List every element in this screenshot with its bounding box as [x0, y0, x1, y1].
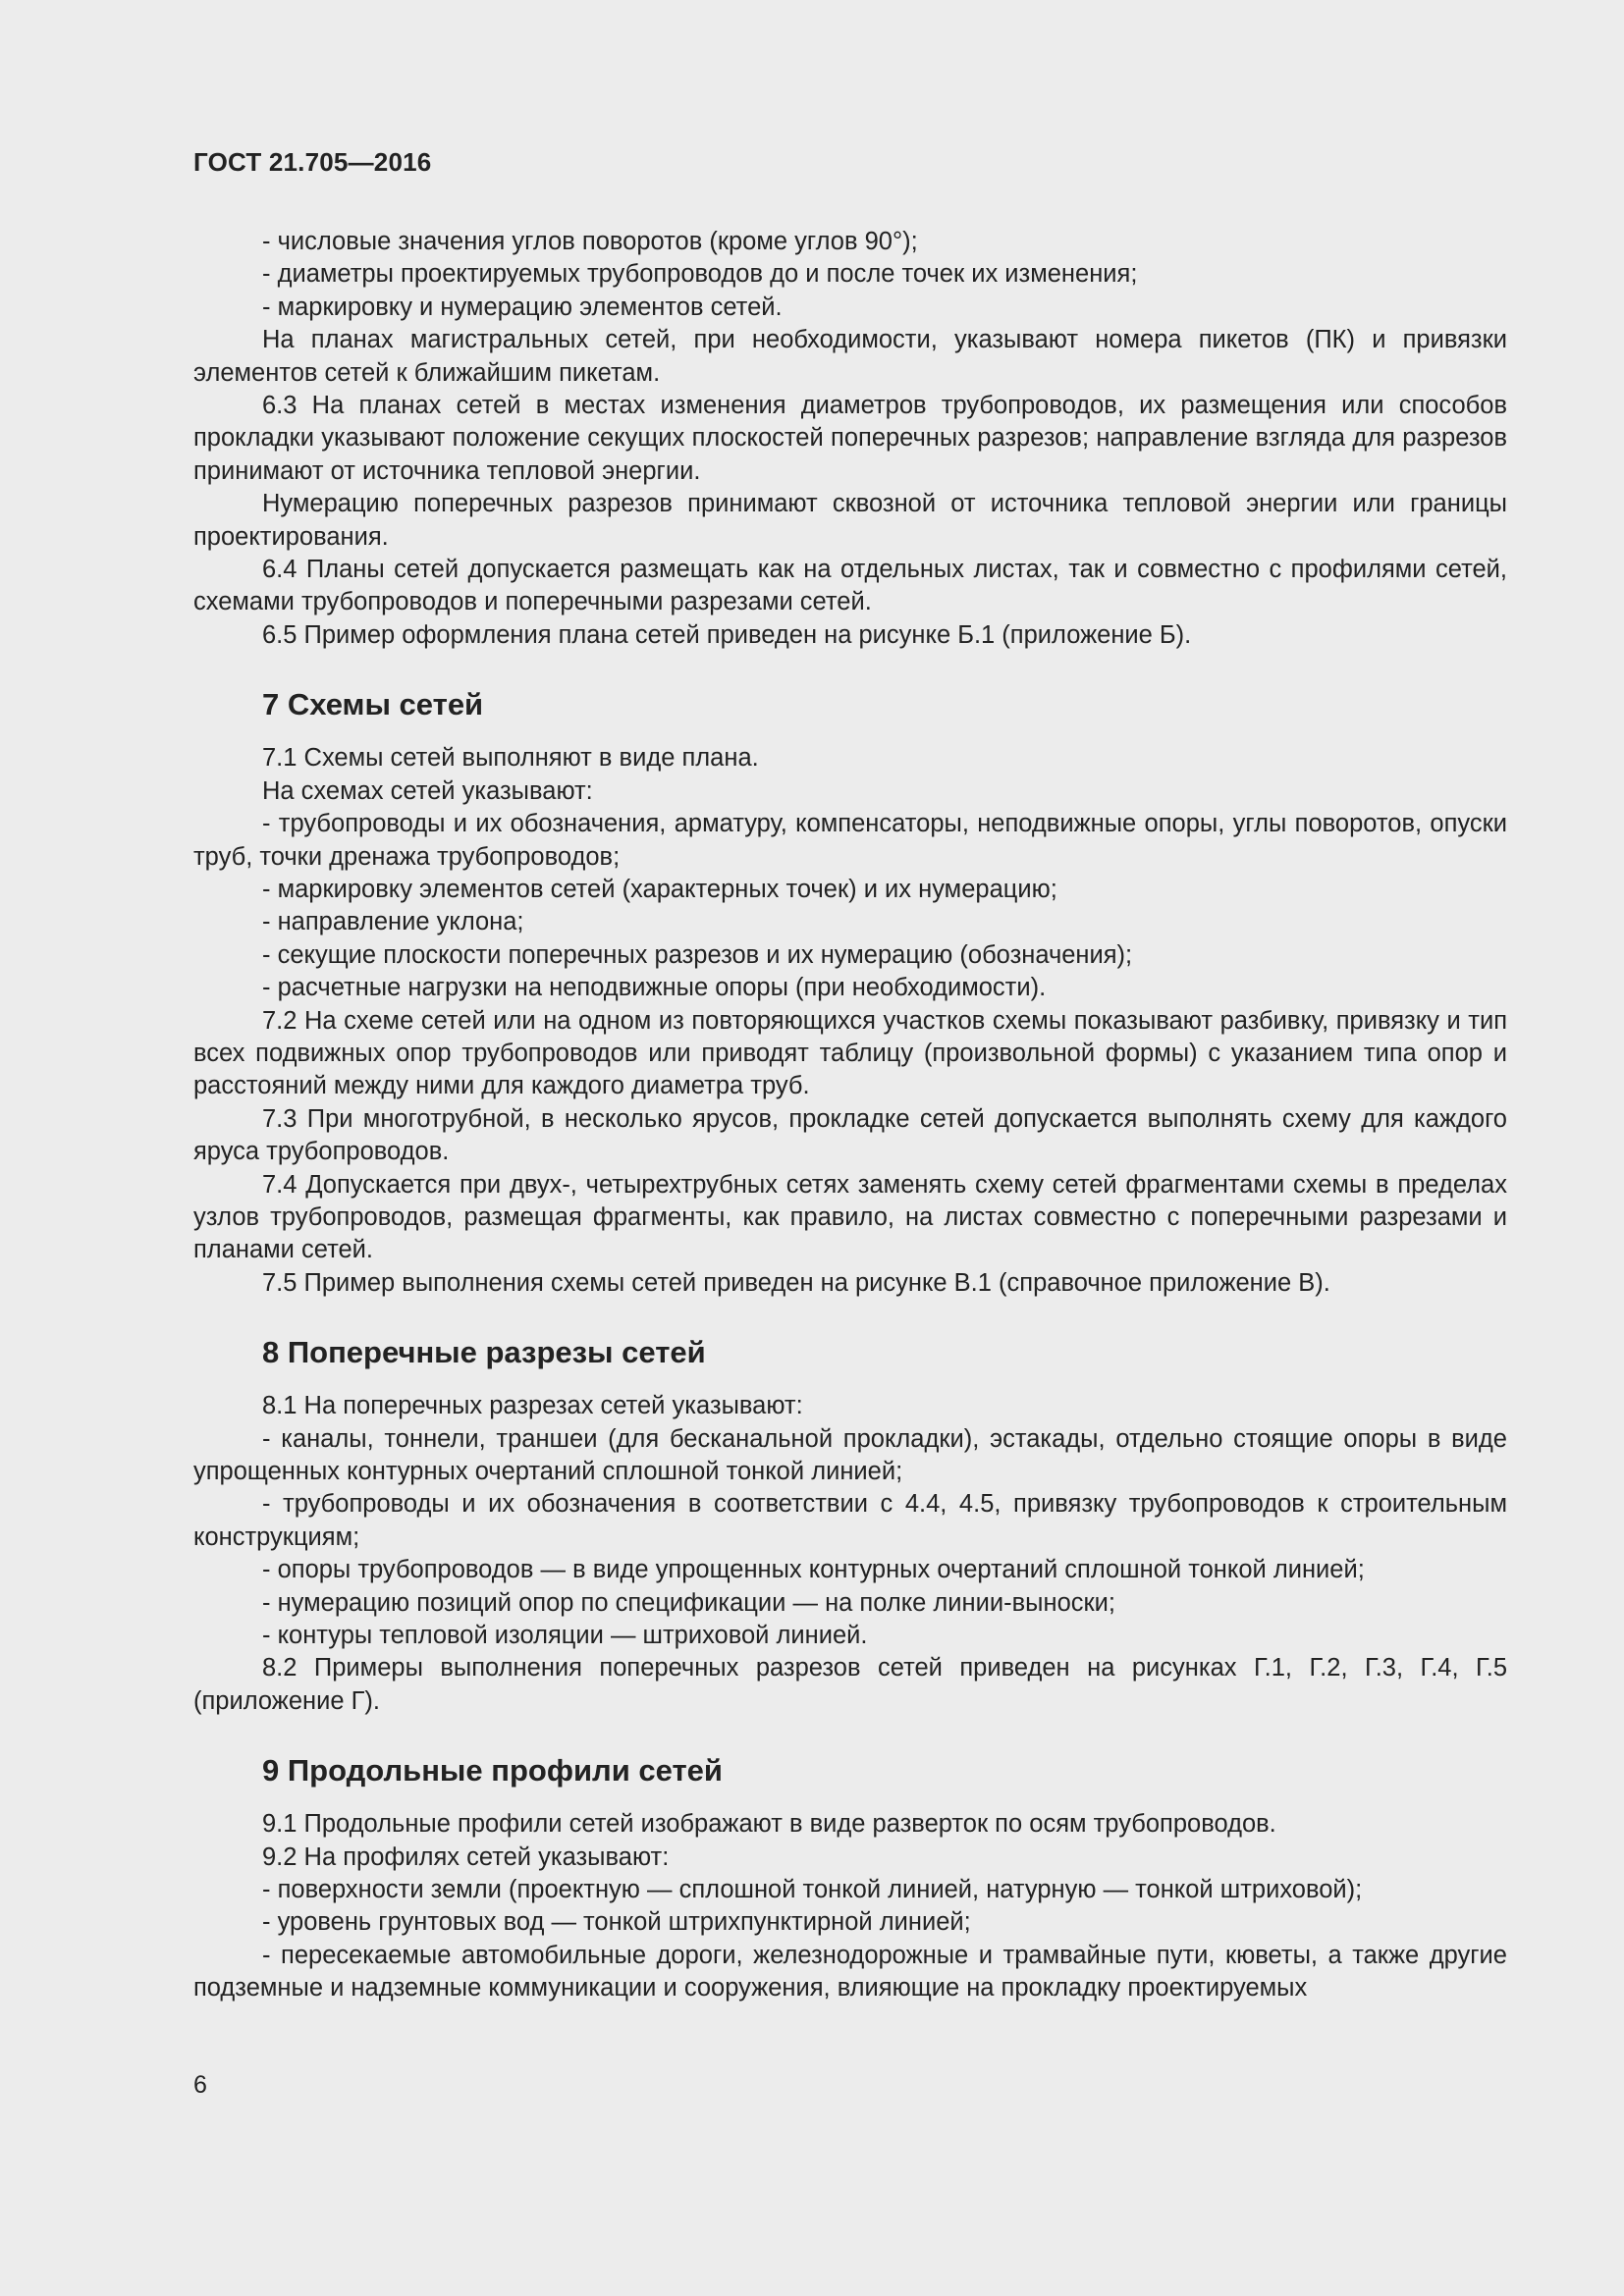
clause-6-3: 6.3 На планах сетей в местах изменения диаметров трубопроводов, их размещения или способов прокладки указывают положение секущих плоскостей поперечных разрезов; направление взгляда для разрезов принимают от источника тепловой энергии.	[193, 392, 1507, 485]
list-item: - опоры трубопроводов — в виде упрощенных контурных очертаний сплошной тонкой линией;	[262, 1556, 1365, 1584]
clause-7-2: 7.2 На схеме сетей или на одном из повторяющихся участков схемы показывают разбивку, привязку и тип всех подвижных опор трубопроводов или приводят таблицу (произвольной формы) с указанием типа опор и расстояний между ними для каждого диаметра труб.	[193, 1006, 1507, 1100]
clause-7-3: 7.3 При многотрубной, в несколько ярусов, прокладке сетей допускается выполнять схему для каждого яруса трубопроводов.	[193, 1104, 1507, 1166]
list-item: - трубопроводы и их обозначения в соответствии с 4.4, 4.5, привязку трубопроводов к строительным конструкциям;	[193, 1490, 1507, 1551]
paragraph: Нумерацию поперечных разрезов принимают сквозной от источника тепловой энергии или границы проектирования.	[193, 490, 1507, 551]
clause-6-4: 6.4 Планы сетей допускается размещать как на отдельных листах, так и совместно с профилями сетей, схемами трубопроводов и поперечными разрезами сетей.	[193, 556, 1507, 616]
section-8-title: 8 Поперечные разрезы сетей	[262, 1335, 706, 1370]
clause-8-1: 8.1 На поперечных разрезах сетей указывают:	[262, 1392, 803, 1420]
list-item: - расчетные нагрузки на неподвижные опоры (при необходимости).	[262, 974, 1047, 1002]
list-item: - уровень грунтовых вод — тонкой штрихпунктирной линией;	[262, 1908, 971, 1937]
paragraph: На планах магистральных сетей, при необходимости, указывают номера пикетов (ПК) и привязки элементов сетей к ближайшим пикетам.	[193, 326, 1507, 387]
list-item: - диаметры проектируемых трубопроводов до и после точек их изменения;	[262, 260, 1138, 289]
document-header-code: ГОСТ 21.705—2016	[193, 147, 432, 177]
list-item: - секущие плоскости поперечных разрезов и их нумерацию (обозначения);	[262, 940, 1133, 969]
clause-6-5: 6.5 Пример оформления плана сетей приведен на рисунке Б.1 (приложение Б).	[262, 620, 1192, 649]
list-item: - каналы, тоннели, траншеи (для бесканальной прокладки), эстакады, отдельно стоящие опоры в виде упрощенных контурных очертаний сплошной тонкой линией;	[193, 1424, 1507, 1485]
clause-7-4: 7.4 Допускается при двух-, четырехтрубных сетях заменять схему сетей фрагментами схемы в пределах узлов трубопроводов, размещая фрагменты, как правило, на листах совместно с поперечными разрезами и планами сетей.	[193, 1170, 1507, 1264]
clause-8-2: 8.2 Примеры выполнения поперечных разрезов сетей приведен на рисунках Г.1, Г.2, Г.3, Г.4, Г.5 (приложение Г).	[193, 1654, 1507, 1715]
clause-7-5: 7.5 Пример выполнения схемы сетей приведен на рисунке В.1 (справочное приложение В).	[262, 1268, 1330, 1297]
list-item: - пересекаемые автомобильные дороги, железнодорожные и трамвайные пути, кюветы, а также другие подземные и надземные коммуникации и сооружения, влияющие на прокладку проектируемых	[193, 1941, 1507, 2002]
page-number: 6	[193, 2071, 207, 2099]
paragraph: На схемах сетей указывают:	[262, 776, 593, 805]
list-item: - нумерацию позиций опор по спецификации — на полке линии-выноски;	[262, 1588, 1115, 1617]
clause-7-1: 7.1 Схемы сетей выполняют в виде плана.	[262, 744, 759, 773]
list-item: - трубопроводы и их обозначения, арматуру, компенсаторы, неподвижные опоры, углы поворотов, опуски труб, точки дренажа трубопроводов;	[193, 810, 1507, 871]
list-item: - направление уклона;	[262, 908, 524, 936]
list-item: - числовые значения углов поворотов (кроме углов 90°);	[262, 228, 918, 255]
list-item: - поверхности земли (проектную — сплошной тонкой линией, натурную — тонкой штриховой);	[262, 1876, 1363, 1904]
document-body	[193, 226, 1507, 2005]
clause-9-2: 9.2 На профилях сетей указывают:	[262, 1842, 670, 1871]
section-9-title: 9 Продольные профили сетей	[262, 1753, 723, 1789]
list-item: - маркировку и нумерацию элементов сетей.	[262, 293, 783, 321]
list-item: - контуры тепловой изоляции — штриховой линией.	[262, 1622, 868, 1650]
list-item: - маркировку элементов сетей (характерных точек) и их нумерацию;	[262, 875, 1057, 903]
section-7-title: 7 Схемы сетей	[262, 687, 484, 722]
clause-9-1: 9.1 Продольные профили сетей изображают в виде разверток по осям трубопроводов.	[262, 1810, 1276, 1839]
